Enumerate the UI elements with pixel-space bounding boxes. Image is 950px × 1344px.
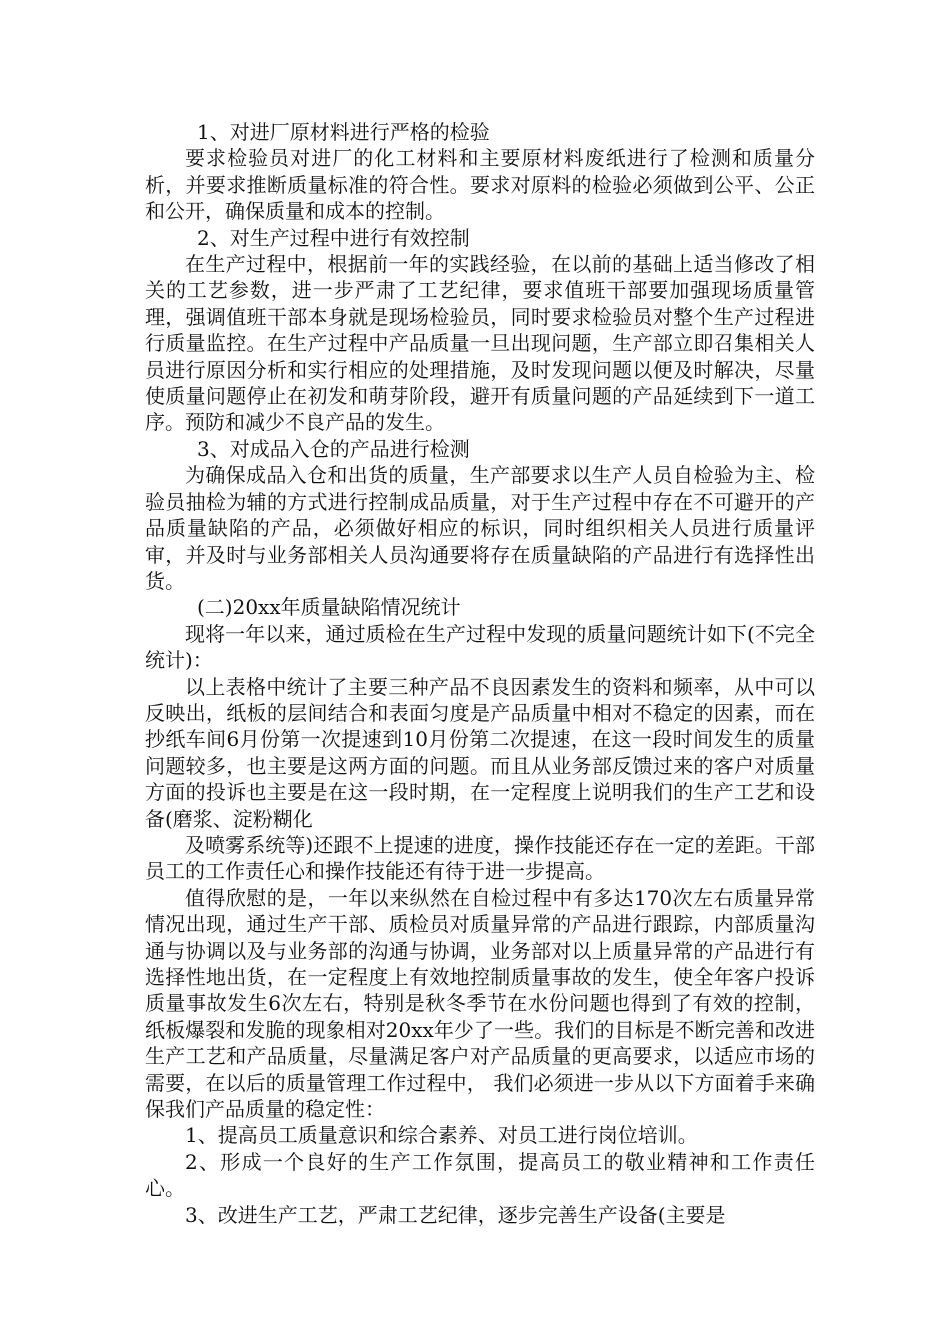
- section-heading-defect-statistics: (二)20xx年质量缺陷情况统计: [197, 595, 461, 620]
- paragraph-raw-material-inspection: 要求检验员对进厂的化工材料和主要原材料废纸进行了检测和质量分析，并要求推断质量标准的符合性。要求对原料的检验必须做到公平、公正和公开，确保质量和成本的控制。: [145, 146, 815, 224]
- section-heading-finished-product-inspection: 3、对成品入仓的产品进行检测: [197, 436, 470, 461]
- list-item-process-improvement: 3、改进生产工艺，严肃工艺纪律，逐步完善生产设备(主要是: [185, 1202, 726, 1227]
- section-heading-process-control: 2、对生产过程中进行有效控制: [197, 225, 470, 250]
- paragraph-statistics-intro: 现将一年以来，通过质检在生产过程中发现的质量问题统计如下(不完全统计)：: [145, 621, 815, 673]
- list-item-staff-training: 1、提高员工质量意识和综合素养、对员工进行岗位培训。: [185, 1123, 698, 1148]
- paragraph-improvement-summary: 值得欣慰的是，一年以来纵然在自检过程中有多达170次左右质量异常情况出现，通过生产干部、质检员对质量异常的产品进行跟踪，内部质量沟通与协调以及与业务部的沟通与协调，业务部对以上质量异常的产品进行有选择性地出货，在一定程度上有效地控制质量事故的发生，使全年客户投诉质量事故发生6次左右，特别是秋冬季节在水份问题也得到了有效的控制，纸板爆裂和发脆的现象相对20xx年少了一些。我们的目标是不断完善和改进生产工艺和产品质量，尽量满足客户对产品质量的更高要求，以适应市场的需要，在以后的质量管理工作过程中， 我们必须进一步从以下方面着手来确保我们产品质量的稳定性：: [145, 885, 815, 1122]
- section-heading-raw-material-inspection: 1、对进厂原材料进行严格的检验: [197, 120, 490, 144]
- paragraph-finished-product-inspection: 为确保成品入仓和出货的质量，生产部要求以生产人员自检验为主、检验员抽检为辅的方式进行控制成品质量，对于生产过程中存在不可避开的产品质量缺陷的产品，必须做好相应的标识，同时组织相关人员进行质量评审，并及时与业务部相关人员沟通要将存在质量缺陷的产品进行有选择性出货。: [145, 463, 815, 593]
- paragraph-process-control: 在生产过程中，根据前一年的实践经验，在以前的基础上适当修改了相关的工艺参数，进一步严肃了工艺纪律，要求值班干部要加强现场质量管理，强调值班干部本身就是现场检验员，同时要求检验员对整个生产过程进行质量监控。在生产过程中产品质量一旦出现问题，生产部立即召集相关人员进行原因分析和实行相应的处理措施，及时发现问题以便及时解决，尽量使质量问题停止在初发和萌芽阶段，避开有质量问题的产品延续到下一道工序。预防和减少不良产品的发生。: [145, 252, 815, 435]
- list-item-work-atmosphere: 2、形成一个良好的生产工作氛围，提高员工的敬业精神和工作责任心。: [145, 1149, 815, 1201]
- paragraph-statistics-analysis-continued: 及喷雾系统等)还跟不上提速的进度，操作技能还存在一定的差距。干部员工的工作责任心和操作技能还有待于进一步提高。: [145, 832, 815, 884]
- paragraph-statistics-analysis: 以上表格中统计了主要三种产品不良因素发生的资料和频率，从中可以反映出，纸板的层间结合和表面匀度是产品质量中相对不稳定的因素，而在抄纸车间6月份第一次提速到10月份第二次提速，在这一段时间发生的质量问题较多，也主要是这两方面的问题。而且从业务部反馈过来的客户对质量方面的投诉也主要是在这一段时期，在一定程度上说明我们的生产工艺和设备(磨浆、淀粉糊化: [145, 674, 815, 831]
- document-body: [145, 119, 815, 1228]
